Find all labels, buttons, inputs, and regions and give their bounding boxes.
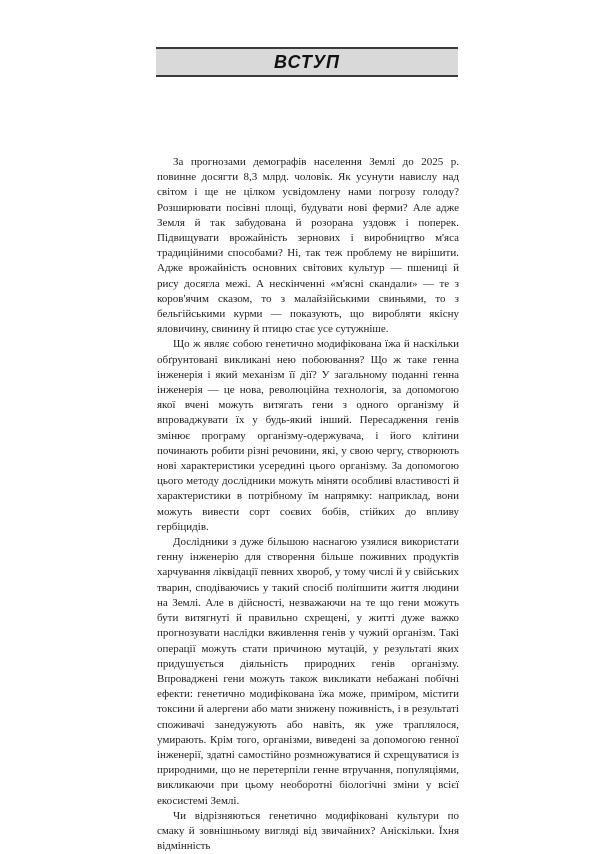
paragraph: За прогнозами демографів населення Землі до 2025 р. повинне досягти 8,3 млрд. чоловік. Як усунути навислу над світом і ще не цілком усвідомлену нами погрозу голоду? Розширювати посівні площі, будувати нові ферми? Але адже Земля й так забудована й розорана уздовж і поперек. Підвищувати врожайність зернових і виробництво м'яса традиційними способами? Ні, так теж проблему не вирішити. Адже врожайність основних світових культур — пшениці й рису досягла межі. А нескінченні «м'ясні скандали» — те з коров'ячим сказом, то з малайзійськими свиньями, то з бельгійськими курми — показують, що виробляти якісну яловичину, свинину й птицю стає усе сутужніше. xyxy=(157,156,459,336)
paragraph: Що ж являє собою генетично модифікована їжа й наскільки обґрунтовані викликані нею побоювання? Що ж таке генна інженерія і який механізм її дії? У загальному поданні генна інженерія — це нова, революційна технологія, за допомогою якої вчені можуть витягать гени з одного організму й впроваджувати їх у будь-який інший. Пересадження генів змінює програму організму-одержувача, і його клітини починають робити різні речовини, які, у свою чергу, створюють нові характеристики усередині цього організму. За допомогою цього методу дослідники можуть міняти особливі властивості й характеристики в потрібному їм напрямку: наприклад, вони можуть вивести сорт соєвих бобів, стійких до впливу гербіцидів. xyxy=(157,338,459,533)
page-title: ВСТУП xyxy=(274,52,340,72)
heading-banner xyxy=(156,47,458,77)
paragraph: Чи відрізняються генетично модифіковані культури по смаку й зовнішньому вигляді від звичайних? Аніскільки. Їхня відмінність xyxy=(157,809,459,853)
body-text xyxy=(157,155,459,854)
paragraph: Дослідники з дуже більшою наснагою узялися використати генну інженерію для створення більше поживних продуктів харчування ліквідації певних хвороб, у тому числі й у свійських тварин, сподіваючись у такий спосіб поліпшити життя людини на Землі. Але в дійсності, незважаючи на те що гени можуть бути витягнуті й правильно схрещені, у житті дуже важко прогнозувати наслідки вживлення генів у чужий організм. Такі операції можуть стати причиною мутацій, у результаті яких придушується діяльність природних генів організму. Впроваджені гени можуть також викликати небажані побічні ефекти: генетично модифікована їжа може, приміром, містити токсини й алергени або мати знижену поживність, і в результаті споживачі занедужують або навіть, як уже траплялося, умирають. Крім того, організми, виведені за допомогою генної інженерії, здатні самостійно розмножуватися й схрещуватися із природними, що не перетерпіли генне втручання, популяціями, викликаючи при цьому необоротні біологічні зміни у всієї екосистемі Землі. xyxy=(157,536,459,807)
